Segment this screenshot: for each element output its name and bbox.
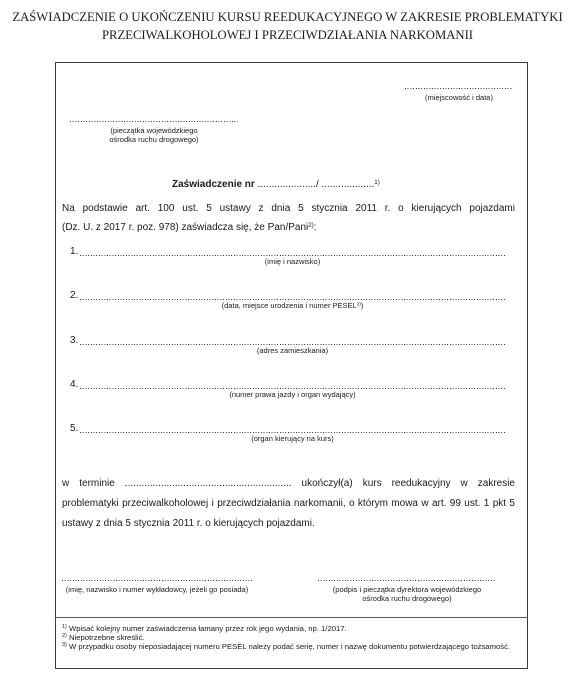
title-line-1: ZAŚWIADCZENIE O UKOŃCZENIU KURSU REEDUKACYJNEGO W ZAKRESIE PROBLEMATYKI bbox=[12, 10, 563, 24]
completion-line-1-start: w terminie bbox=[62, 478, 115, 489]
footnote-marker: 3) bbox=[62, 641, 67, 648]
stamp-dotted-line bbox=[70, 121, 238, 122]
footnote-ref-2: 2) bbox=[308, 221, 314, 229]
intro-line-1: Na podstawie art. 100 ust. 5 ustawy z dnia 5 stycznia 2011 r. o kierujących pojazdami bbox=[62, 202, 515, 214]
completion-line-2: problematyki przeciwalkoholowej i przeciwdziałania narkomanii, o którym mowa w art. 99 ust. 1 pkt 5 bbox=[62, 498, 515, 509]
completion-line-1 bbox=[62, 474, 515, 494]
field-label: (imię i nazwisko) bbox=[264, 257, 321, 266]
footnote-text: Niepotrzebne skreślić. bbox=[68, 632, 145, 642]
footnote-ref-1: 1) bbox=[374, 178, 380, 186]
field-number: 2. bbox=[70, 290, 79, 302]
stamp-label bbox=[69, 126, 239, 144]
field-dotted-line bbox=[80, 299, 505, 300]
intro-line-2-end: : bbox=[313, 221, 317, 233]
director-label-line-1: (podpis i pieczątka dyrektora wojewódzkiego bbox=[332, 584, 482, 594]
completion-date-blank: ............................................................ bbox=[124, 478, 292, 489]
intro-line-2-text: (Dz. U. z 2017 r. poz. 978) zaświadcza się, że Pan/Pani bbox=[62, 221, 309, 233]
certificate-number-blank: ...................../ ................... bbox=[257, 179, 375, 190]
certificate-number-label: Zaświadczenie nr bbox=[172, 179, 255, 190]
director-label bbox=[318, 585, 496, 603]
field-dotted-line bbox=[80, 344, 505, 345]
field-label bbox=[80, 301, 505, 310]
certificate-number-line bbox=[172, 179, 380, 191]
field-label-text: (data, miejsce urodzenia i numer PESEL bbox=[221, 301, 357, 311]
document-title bbox=[0, 8, 575, 44]
intro-line-2 bbox=[62, 218, 515, 237]
place-date-label: (miejscowość i data) bbox=[425, 92, 493, 102]
footnote-marker: 1) bbox=[62, 623, 67, 630]
footnote-marker: 2) bbox=[62, 632, 67, 639]
director-label-line-2: ośrodka ruchu drogowego) bbox=[362, 593, 452, 603]
form-frame bbox=[55, 62, 528, 669]
field-driving-licence bbox=[0, 379, 575, 403]
lecturer-dotted-line bbox=[62, 580, 252, 581]
stamp-label-line-1: (pieczątka wojewódzkiego bbox=[110, 125, 198, 135]
place-date-dotted-line bbox=[405, 88, 513, 89]
field-birth-data bbox=[0, 290, 575, 314]
director-dotted-line bbox=[318, 580, 496, 581]
field-referring-authority bbox=[0, 423, 575, 447]
field-label: (numer prawa jazdy i organ wydający) bbox=[229, 389, 356, 399]
footnotes bbox=[62, 624, 522, 651]
field-label-end: ) bbox=[360, 301, 364, 311]
field-full-name bbox=[0, 246, 575, 270]
field-label: (organ kierujący na kurs) bbox=[251, 434, 334, 443]
footnote-3 bbox=[62, 642, 522, 651]
title-line-2: PRZECIWALKOHOLOWEJ I PRZECIWDZIAŁANIA NARKOMANII bbox=[101, 28, 474, 42]
completion-paragraph bbox=[62, 474, 515, 534]
field-number: 4. bbox=[70, 378, 79, 390]
field-address bbox=[0, 335, 575, 359]
field-number: 3. bbox=[70, 334, 79, 346]
completion-line-3: ustawy z dnia 5 stycznia 2011 r. o kierujących pojazdami. bbox=[62, 518, 315, 529]
field-number: 5. bbox=[70, 423, 79, 434]
footnote-text: Wpisać kolejny numer zaświadczenia łamany przez rok jego wydania, np. 1/2017. bbox=[68, 623, 347, 633]
lecturer-label: (imię, nazwisko i numer wykładowcy, jeżeli go posiada) bbox=[65, 584, 249, 594]
footnote-separator bbox=[55, 617, 528, 618]
completion-line-1-end: ukończył(a) kurs reedukacyjny w zakresie bbox=[301, 478, 515, 489]
field-dotted-line bbox=[80, 388, 505, 389]
field-label: (adres zamieszkania) bbox=[256, 345, 329, 355]
field-dotted-line bbox=[80, 255, 505, 256]
field-number: 1. bbox=[70, 246, 79, 257]
footnote-2 bbox=[62, 633, 522, 642]
footnote-text: W przypadku osoby nieposiadającej numeru PESEL należy podać serię, numer i nazwę dokumentu potwierdzającego tożsamość. bbox=[68, 641, 511, 651]
footnote-1 bbox=[62, 624, 522, 633]
intro-paragraph bbox=[62, 199, 515, 237]
stamp-label-line-2: ośrodka ruchu drogowego) bbox=[109, 134, 199, 144]
footnote-ref-3: 3) bbox=[356, 301, 361, 307]
field-dotted-line bbox=[80, 432, 505, 433]
